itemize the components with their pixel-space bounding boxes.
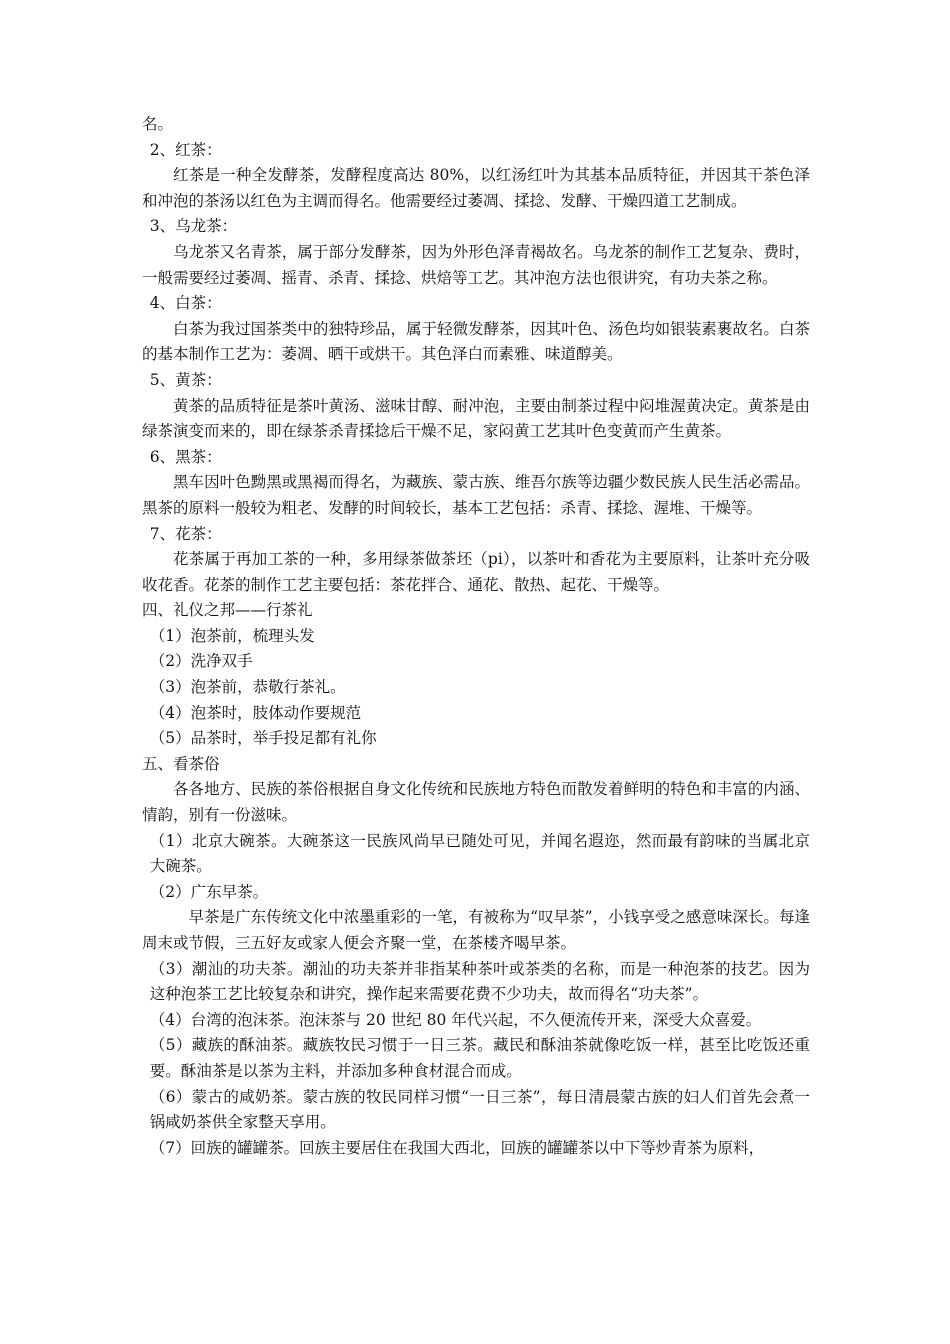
heading-black-red-tea: 2、红茶： bbox=[149, 140, 222, 159]
paragraph-white-tea: 白茶为我过国茶类中的独特珍品，属于轻微发酵茶，因其叶色、汤色均如银装素裹故名。白茶的基本制作工艺为：萎凋、晒干或烘干。其色泽白而素雅、味道醇美。 bbox=[142, 319, 810, 364]
paragraph-yellow-tea: 黄茶的品质特征是茶叶黄汤、滋味甘醇、耐冲泡，主要由制茶过程中闷堆渥黄决定。黄茶是由绿茶演变而来的，即在绿茶杀青揉捻后干燥不足，家闷黄工艺其叶色变黄而产生黄茶。 bbox=[142, 396, 810, 441]
heading-dark-tea: 6、黑茶： bbox=[149, 447, 222, 466]
document-page bbox=[142, 112, 810, 1161]
heading-flower-tea: 7、花茶： bbox=[149, 524, 222, 543]
paragraph-morning-tea: 早茶是广东传统文化中浓墨重彩的一笔，有被称为“叹早茶”，小钱享受之感意味深长。每逢周末或节假，三五好友或家人便会齐聚一堂，在茶楼齐喝早茶。 bbox=[142, 908, 810, 952]
heading-white-tea: 4、白茶： bbox=[149, 294, 222, 313]
list-item: （3）潮汕的功夫茶。潮汕的功夫茶并非指某种茶叶或茶类的名称，而是一种泡茶的技艺。因为这种泡茶工艺比较复杂和讲究，操作起来需要花费不少功夫，故而得名“功夫茶”。 bbox=[149, 959, 810, 1004]
heading-yellow-tea: 5、黄茶： bbox=[149, 370, 222, 389]
list-item: （7）回族的罐罐茶。回族主要居住在我国大西北，回族的罐罐茶以中下等炒青茶为原料， bbox=[149, 1138, 765, 1157]
list-item: （4）泡茶时，肢体动作要规范 bbox=[149, 703, 362, 722]
section-heading-etiquette: 四、礼仪之邦——行茶礼 bbox=[142, 601, 313, 620]
list-item: （4）台湾的泡沫茶。泡沫茶与 20 世纪 80 年代兴起，不久便流传开来，深受大众喜爱。 bbox=[149, 1010, 762, 1029]
paragraph-dark-tea: 黑车因叶色黝黑或黑褐而得名，为藏族、蒙古族、维吾尔族等边疆少数民族人民生活必需品。黑茶的原料一般较为粗老、发酵的时间较长，基本工艺包括：杀青、揉捻、渥堆、干燥等。 bbox=[142, 473, 810, 517]
list-item: （5）藏族的酥油茶。藏族牧民习惯于一日三茶。藏民和酥油茶就像吃饭一样，甚至比吃饭还重要。酥油茶是以茶为主料，并添加多种食材混合而成。 bbox=[149, 1036, 810, 1080]
paragraph-red-tea: 红茶是一种全发酵茶，发酵程度高达 80%，以红汤红叶为其基本品质特征，并因其干茶色泽和冲泡的茶汤以红色为主调而得名。他需要经过萎凋、揉捻、发酵、干燥四道工艺制成。 bbox=[142, 166, 810, 210]
paragraph-end-fragment: 名。 bbox=[142, 115, 174, 133]
list-item: （2）洗净双手 bbox=[149, 652, 253, 671]
list-item: （2）广东早茶。 bbox=[149, 882, 269, 901]
list-item: （3）泡茶前，恭敬行茶礼。 bbox=[149, 678, 346, 697]
paragraph-customs-intro: 各各地方、民族的茶俗根据自身文化传统和民族地方特色而散发着鲜明的特色和丰富的内涵、情韵，别有一份滋味。 bbox=[142, 780, 810, 825]
list-item: （6）蒙古的咸奶茶。蒙古族的牧民同样习惯“一日三茶”，每日清晨蒙古族的妇人们首先会煮一锅咸奶茶供全家整天享用。 bbox=[149, 1087, 810, 1132]
list-item: （1）泡茶前，梳理头发 bbox=[149, 626, 315, 645]
list-item: （1）北京大碗茶。大碗茶这一民族风尚早已随处可见，并闻名遐迩，然而最有韵味的当属北京大碗茶。 bbox=[149, 831, 810, 876]
section-heading-customs: 五、看茶俗 bbox=[142, 754, 220, 773]
list-item: （5）品茶时，举手投足都有礼你 bbox=[149, 729, 377, 748]
paragraph-flower-tea: 花茶属于再加工茶的一种，多用绿茶做茶坯（pi），以茶叶和香花为主要原料，让茶叶充分吸收花香。花茶的制作工艺主要包括：茶花拌合、通花、散热、起花、干燥等。 bbox=[142, 550, 810, 594]
paragraph-oolong-tea: 乌龙茶又名青茶，属于部分发酵茶，因为外形色泽青褐故名。乌龙茶的制作工艺复杂、费时，一般需要经过萎凋、摇青、杀青、揉捻、烘焙等工艺。其冲泡方法也很讲究，有功夫茶之称。 bbox=[142, 242, 810, 287]
heading-oolong-tea: 3、乌龙茶： bbox=[149, 217, 238, 236]
